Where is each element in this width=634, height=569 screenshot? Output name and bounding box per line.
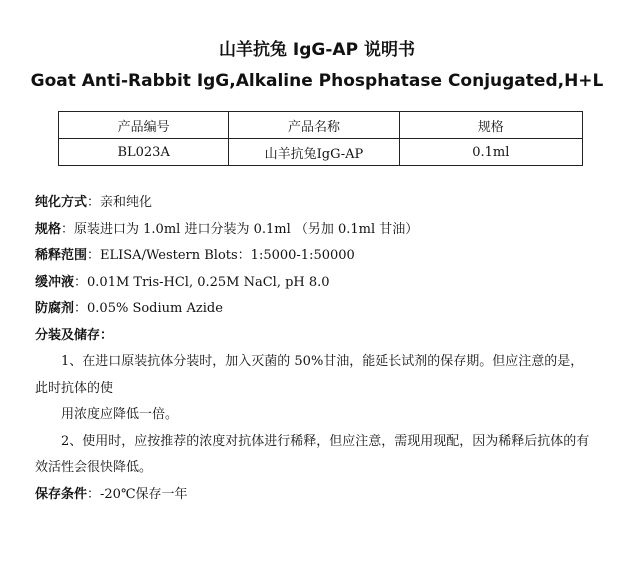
document-title-en: Goat Anti-Rabbit IgG,Alkaline Phosphatase Conjugated,H+L xyxy=(30,71,604,91)
field-specification xyxy=(35,217,595,244)
field-buffer xyxy=(35,270,595,297)
field-label: 稀释范围 xyxy=(35,248,88,263)
field-value: ：0.01M Tris-HCl, 0.25M NaCl, pH 8.0 xyxy=(74,274,330,290)
table-row xyxy=(59,139,583,166)
table-cell: 0.1ml xyxy=(399,139,582,166)
storage-paragraph-1-cont: 用浓度应降低一倍。 xyxy=(61,407,179,422)
field-value: ：原装进口为 1.0ml 进口分装为 0.1ml （另加 0.1ml 甘油） xyxy=(61,221,419,237)
field-label: 规格 xyxy=(35,221,62,237)
storage-paragraph-1: 1、在进口原装抗体分装时，加入灭菌的 50%甘油，能延长试剂的保存期。但应注意的是，此时抗体的使 xyxy=(35,354,584,396)
product-spec-table xyxy=(58,111,583,166)
storage-paragraph-2: 2、使用时，应按推荐的浓度对抗体进行稀释，但应注意，需现用现配，因为稀释后抗体的有效活性会很快降低。 xyxy=(35,433,590,475)
table-cell: 山羊抗兔IgG-AP xyxy=(229,139,399,166)
field-value: ：亲和纯化 xyxy=(87,195,153,210)
field-dilution xyxy=(35,243,595,270)
field-label: 纯化方式 xyxy=(35,195,88,210)
table-header-cell: 产品名称 xyxy=(229,112,399,139)
field-preservative xyxy=(35,296,595,323)
field-purification xyxy=(35,190,595,217)
document-title-cn: 山羊抗兔 IgG-AP 说明书 xyxy=(219,40,415,60)
field-label: 保存条件 xyxy=(35,486,88,502)
field-label: 防腐剂 xyxy=(35,301,75,316)
field-label: 缓冲液 xyxy=(35,274,75,290)
table-cell: BL023A xyxy=(59,139,229,166)
field-value: ：ELISA/Western Blots：1:5000-1:50000 xyxy=(87,248,355,263)
table-header-row xyxy=(59,112,583,139)
field-value: ：0.05% Sodium Azide xyxy=(74,301,223,316)
document-body xyxy=(35,190,595,508)
table-header-cell: 产品编号 xyxy=(59,112,229,139)
storage-condition xyxy=(35,482,595,509)
table-header-cell: 规格 xyxy=(399,112,582,139)
field-value: ：-20℃保存一年 xyxy=(87,486,188,502)
storage-heading: 分装及储存： xyxy=(35,327,114,343)
